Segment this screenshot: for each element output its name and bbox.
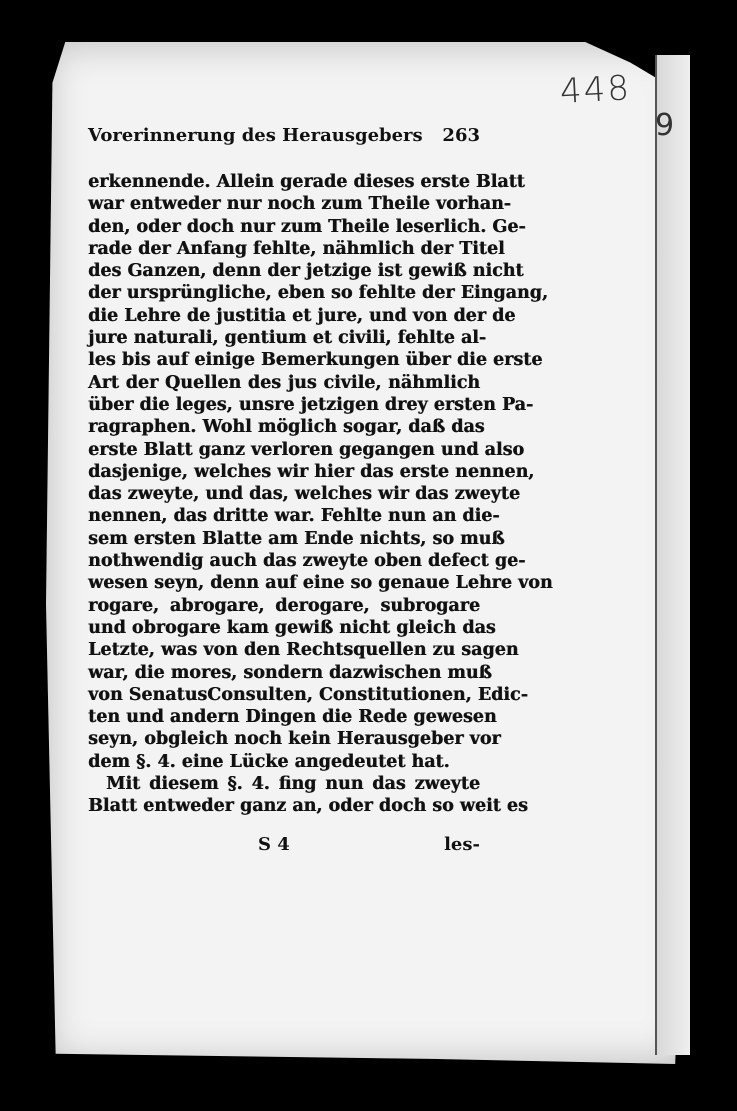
text-line: wesen seyn, denn auf eine so genaue Lehre von bbox=[88, 573, 553, 594]
text-line: Mit diesem §. 4. fing nun das zweyte bbox=[106, 774, 480, 795]
page-footer bbox=[88, 834, 480, 855]
signature-mark: S 4 bbox=[258, 834, 290, 855]
text-line: rogare, abrogare, derogare, subrogare bbox=[88, 595, 480, 616]
body-text bbox=[88, 171, 553, 818]
text-line: erste Blatt ganz verloren gegangen und also bbox=[88, 439, 525, 460]
running-header bbox=[88, 125, 480, 146]
text-line: dem §. 4. eine Lücke angedeutet hat. bbox=[88, 751, 450, 772]
text-line: den, oder doch nur zum Theile leserlich. Ge- bbox=[88, 216, 526, 237]
text-line: des Ganzen, denn der jetzige ist gewiß nicht bbox=[88, 261, 524, 282]
catchword: les- bbox=[444, 834, 480, 855]
text-line: Letzte, was von den Rechtsquellen zu sagen bbox=[88, 640, 519, 661]
text-line: ten und andern Dingen die Rede gewesen bbox=[88, 707, 497, 728]
text-line: nothwendig auch das zweyte oben defect ge- bbox=[88, 551, 526, 572]
text-line: Blatt entweder ganz an, oder doch so weit es bbox=[88, 796, 528, 817]
handwritten-mark: 9 bbox=[655, 108, 675, 143]
text-line: rade der Anfang fehlte, nähmlich der Titel bbox=[88, 238, 505, 259]
text-line: les bis auf einige Bemerkungen über die erste bbox=[88, 350, 543, 371]
text-line: erkennende. Allein gerade dieses erste Blatt bbox=[88, 172, 525, 192]
handwritten-number: 448 bbox=[559, 68, 632, 112]
text-line: sem ersten Blatte am Ende nichts, so muß bbox=[88, 528, 505, 549]
text-line: das zweyte, und das, welches wir das zweyte bbox=[88, 484, 520, 505]
text-line: über die leges, unsre jetzigen drey ersten Pa- bbox=[88, 394, 534, 415]
text-line: die Lehre de justitia et jure, und von der de bbox=[88, 305, 516, 326]
text-line: Art der Quellen des jus civile, nähmlich bbox=[88, 372, 480, 393]
page-edge bbox=[655, 55, 690, 1055]
text-line: jure naturali, gentium et civili, fehlte al- bbox=[88, 328, 487, 349]
text-line: nennen, das dritte war. Fehlte nun an die- bbox=[88, 506, 500, 527]
running-title: Vorerinnerung des Herausgebers bbox=[88, 125, 423, 146]
text-line: und obrogare kam gewiß nicht gleich das bbox=[88, 617, 496, 638]
text-line: seyn, obgleich noch kein Herausgeber vor bbox=[88, 729, 501, 750]
text-line: war, die mores, sondern dazwischen muß bbox=[88, 662, 492, 683]
text-line: war entweder nur noch zum Theile vorhan- bbox=[88, 194, 511, 215]
text-line: ragraphen. Wohl möglich sogar, daß das bbox=[88, 417, 485, 438]
text-line: dasjenige, welches wir hier das erste nennen, bbox=[88, 461, 535, 482]
text-line: von SenatusConsulten, Constitutionen, Edic- bbox=[88, 684, 528, 705]
text-line: der ursprüngliche, eben so fehlte der Eingang, bbox=[88, 283, 548, 304]
page-number: 263 bbox=[442, 125, 480, 146]
